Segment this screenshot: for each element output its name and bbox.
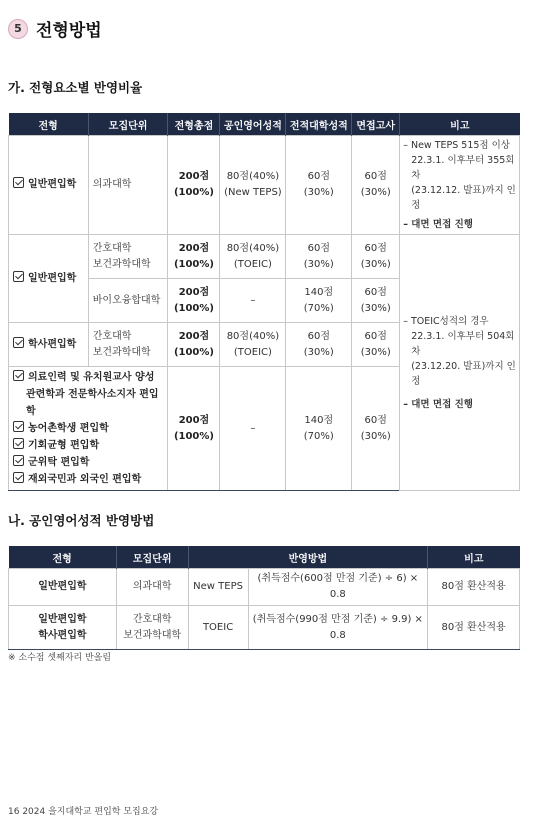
prev-grade-cell: 140점 (70%) [286,367,352,491]
test-cell: TOEIC [188,606,248,650]
col-header: 비고 [400,113,520,136]
total-cell: 200점 (100%) [168,367,220,491]
note-cell: 80점 환산적용 [428,606,520,650]
note-cell: – New TEPS 515점 이상 22.3.1. 이후부터 355회차 (23.12.12. 발표)까지 인정 – 대면 면접 진행 [400,136,520,235]
table-row [9,235,520,279]
col-header: 전형총점 [168,113,220,136]
unit-cell: 의과대학 [116,569,188,606]
english-cell: 80점(40%) (New TEPS) [220,136,286,235]
unit-cell: 간호대학 보건과학대학 [116,606,188,650]
english-cell: 80점(40%) (TOEIC) [220,235,286,279]
english-cell: 80점(40%) (TOEIC) [220,323,286,367]
checkbox-icon [13,337,24,348]
interview-cell: 60점 (30%) [352,323,400,367]
interview-cell: 60점 (30%) [352,279,400,323]
selection-ratio-table [8,113,520,491]
col-header: 모집단위 [116,546,188,569]
section-header [8,16,102,41]
unit-cell: 의과대학 [88,136,168,235]
checkbox-icon [13,177,24,188]
table-header-row [9,546,520,569]
checkbox-icon [13,438,24,449]
prev-grade-cell: 60점 (30%) [286,136,352,235]
total-cell: 200점 (100%) [168,279,220,323]
interview-cell: 60점 (30%) [352,235,400,279]
test-cell: New TEPS [188,569,248,606]
checkbox-icon [13,271,24,282]
checkbox-icon [13,421,24,432]
admission-type-cell: 일반편입학 [9,235,89,323]
admission-type-cell: 일반편입학 [9,136,89,235]
formula-cell: (취득점수(990점 만점 기준) ÷ 9.9) × 0.8 [248,606,428,650]
english-score-table [8,546,520,650]
interview-cell: 60점 (30%) [352,367,400,491]
unit-cell: 간호대학 보건과학대학 [88,235,168,279]
unit-cell: 간호대학 보건과학대학 [88,323,168,367]
section-a-title: 가. 전형요소별 반영비율 [8,80,143,95]
col-header: 전형 [9,546,117,569]
col-header: 반영방법 [188,546,428,569]
formula-cell: (취득점수(600점 만점 기준) ÷ 6) × 0.8 [248,569,428,606]
col-header: 비고 [428,546,520,569]
prev-grade-cell: 60점 (30%) [286,323,352,367]
checkbox-icon [13,370,24,381]
total-cell: 200점 (100%) [168,323,220,367]
col-header: 전형 [9,113,89,136]
col-header: 전적대학성적 [286,113,352,136]
note-cell: – TOEIC성적의 경우 22.3.1. 이후부터 504회차 (23.12.20. 발표)까지 인정 – 대면 면접 진행 [400,235,520,491]
prev-grade-cell: 140점 (70%) [286,279,352,323]
english-cell: – [220,367,286,491]
total-cell: 200점 (100%) [168,235,220,279]
page-footer: 16 2024 을지대학교 편입학 모집요강 [8,807,159,817]
table-row [9,569,520,606]
checkbox-icon [13,472,24,483]
admission-type-cell: 일반편입학 [9,569,117,606]
table-header-row [9,113,520,136]
prev-grade-cell: 60점 (30%) [286,235,352,279]
table-row [9,136,520,235]
admission-type-cell: 학사편입학 [9,323,89,367]
english-cell: – [220,279,286,323]
footnote: ※ 소수점 셋째자리 반올림 [8,653,112,663]
section-number-badge: 5 [8,19,28,39]
col-header: 공인영어성적 [220,113,286,136]
admission-type-cell: 일반편입학 학사편입학 [9,606,117,650]
unit-cell: 바이오융합대학 [88,279,168,323]
admission-type-list: 의료인력 및 유치원교사 양성 관련학과 전문학사소지자 편입학 농어촌학생 편입학 기회균형 편입학 군위탁 편입학 재외국민과 외국인 편입학 [9,367,168,491]
interview-cell: 60점 (30%) [352,136,400,235]
total-cell: 200점 (100%) [168,136,220,235]
col-header: 면접고사 [352,113,400,136]
section-b-title: 나. 공인영어성적 반영방법 [8,513,155,528]
checkbox-icon [13,455,24,466]
note-cell: 80점 환산적용 [428,569,520,606]
table-row [9,606,520,650]
col-header: 모집단위 [88,113,168,136]
section-title: 전형방법 [36,21,102,41]
